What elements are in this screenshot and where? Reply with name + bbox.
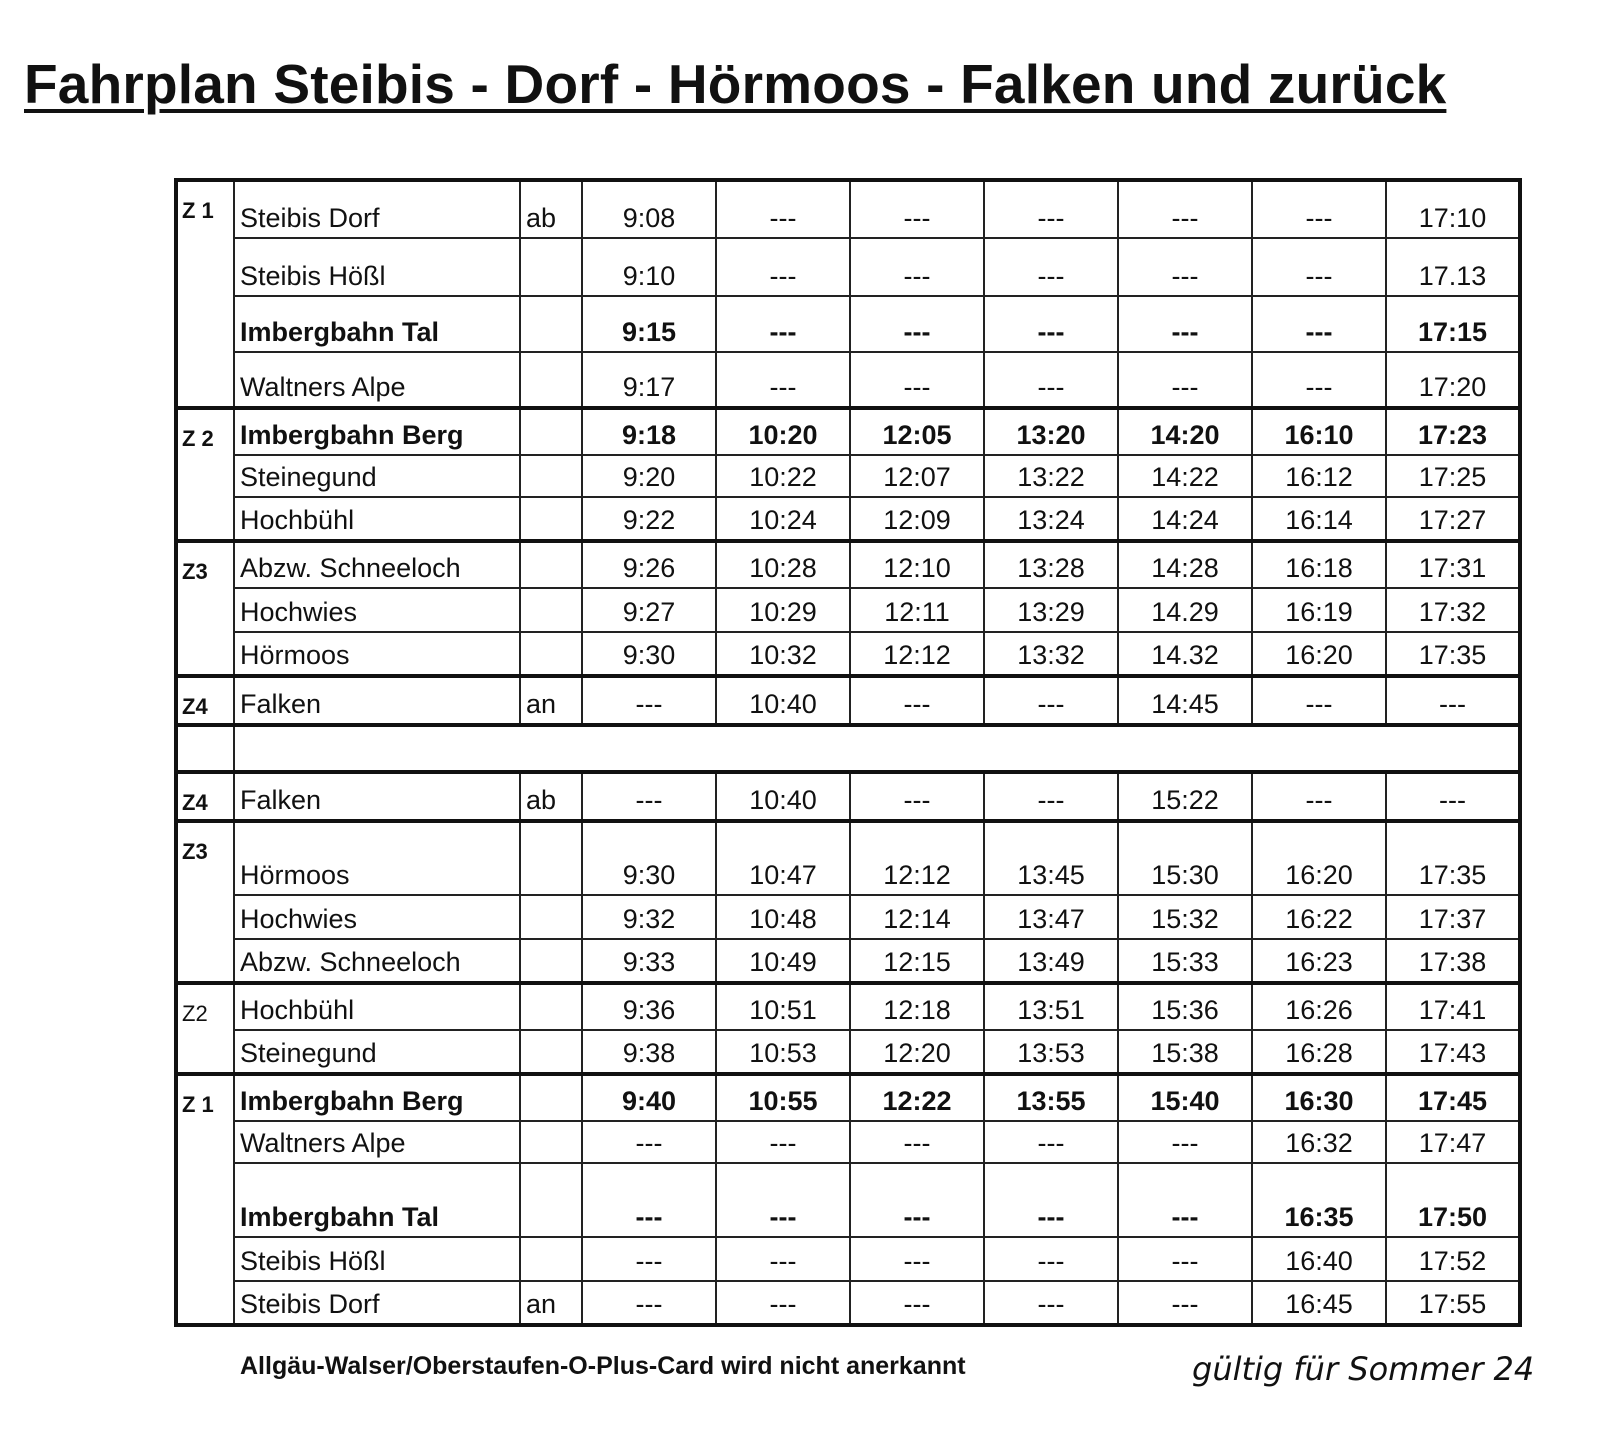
direction-marker bbox=[520, 1237, 582, 1281]
departure-time: 12:15 bbox=[850, 939, 984, 983]
departure-time: --- bbox=[716, 296, 850, 352]
departure-time: 17:41 bbox=[1386, 983, 1520, 1030]
departure-time: --- bbox=[984, 1281, 1118, 1325]
departure-time: 17:45 bbox=[1386, 1074, 1520, 1121]
departure-time: 10:40 bbox=[716, 676, 850, 725]
timetable bbox=[174, 178, 1522, 1327]
departure-time: 17.13 bbox=[1386, 238, 1520, 296]
zone-label: Z2 bbox=[176, 983, 234, 1030]
departure-time: 13:32 bbox=[984, 632, 1118, 676]
departure-time: 16:30 bbox=[1252, 1074, 1386, 1121]
departure-time: 13:47 bbox=[984, 895, 1118, 939]
departure-time: 10:22 bbox=[716, 455, 850, 497]
departure-time: 16:28 bbox=[1252, 1030, 1386, 1074]
departure-time: --- bbox=[1118, 1281, 1252, 1325]
departure-time: 15:30 bbox=[1118, 821, 1252, 895]
table-row bbox=[176, 238, 1520, 296]
departure-time: --- bbox=[850, 296, 984, 352]
departure-time: --- bbox=[1252, 352, 1386, 408]
departure-time: --- bbox=[716, 1237, 850, 1281]
departure-time: 12:12 bbox=[850, 632, 984, 676]
departure-time: 16:22 bbox=[1252, 895, 1386, 939]
departure-time: 10:29 bbox=[716, 588, 850, 632]
departure-time: 12:09 bbox=[850, 497, 984, 541]
direction-marker: an bbox=[520, 676, 582, 725]
departure-time: 10:53 bbox=[716, 1030, 850, 1074]
departure-time: --- bbox=[1118, 1163, 1252, 1237]
departure-time: 16:19 bbox=[1252, 588, 1386, 632]
departure-time: 9:22 bbox=[582, 497, 716, 541]
stop-name: Abzw. Schneeloch bbox=[234, 541, 520, 588]
table-row bbox=[176, 497, 1520, 541]
departure-time: --- bbox=[716, 180, 850, 238]
departure-time: --- bbox=[984, 676, 1118, 725]
direction-marker bbox=[520, 497, 582, 541]
zone-label bbox=[176, 939, 234, 983]
departure-time: 9:40 bbox=[582, 1074, 716, 1121]
departure-time: 13:24 bbox=[984, 497, 1118, 541]
table-row bbox=[176, 939, 1520, 983]
stop-name: Waltners Alpe bbox=[234, 1121, 520, 1163]
departure-time: 16:35 bbox=[1252, 1163, 1386, 1237]
departure-time: --- bbox=[716, 1121, 850, 1163]
departure-time: 12:20 bbox=[850, 1030, 984, 1074]
departure-time: 14.32 bbox=[1118, 632, 1252, 676]
departure-time: 16:45 bbox=[1252, 1281, 1386, 1325]
departure-time: --- bbox=[1118, 1237, 1252, 1281]
departure-time: 15:40 bbox=[1118, 1074, 1252, 1121]
departure-time: 9:30 bbox=[582, 821, 716, 895]
departure-time: 12:18 bbox=[850, 983, 984, 1030]
departure-time: --- bbox=[1118, 296, 1252, 352]
departure-time: 17:20 bbox=[1386, 352, 1520, 408]
departure-time: 9:30 bbox=[582, 632, 716, 676]
spacer-row bbox=[176, 725, 1520, 772]
departure-time: 16:20 bbox=[1252, 632, 1386, 676]
stop-name: Steinegund bbox=[234, 455, 520, 497]
departure-time: --- bbox=[582, 676, 716, 725]
departure-time: 9:20 bbox=[582, 455, 716, 497]
departure-time: --- bbox=[1118, 180, 1252, 238]
departure-time: --- bbox=[582, 1163, 716, 1237]
departure-time: 16:12 bbox=[1252, 455, 1386, 497]
departure-time: --- bbox=[984, 238, 1118, 296]
table-row bbox=[176, 983, 1520, 1030]
departure-time: 10:32 bbox=[716, 632, 850, 676]
zone-label: Z4 bbox=[176, 772, 234, 821]
zone-label: Z 2 bbox=[176, 408, 234, 455]
departure-time: 10:24 bbox=[716, 497, 850, 541]
departure-time: 17:50 bbox=[1386, 1163, 1520, 1237]
stop-name: Steibis Hößl bbox=[234, 238, 520, 296]
zone-label bbox=[176, 1121, 234, 1163]
departure-time: 13:45 bbox=[984, 821, 1118, 895]
zone-label: Z3 bbox=[176, 821, 234, 895]
zone-label bbox=[176, 1163, 234, 1237]
table-row bbox=[176, 1281, 1520, 1325]
departure-time: 17:15 bbox=[1386, 296, 1520, 352]
departure-time: 13:29 bbox=[984, 588, 1118, 632]
zone-label: Z 1 bbox=[176, 180, 234, 238]
departure-time: 9:10 bbox=[582, 238, 716, 296]
departure-time: --- bbox=[582, 1237, 716, 1281]
departure-time: 17:23 bbox=[1386, 408, 1520, 455]
departure-time: --- bbox=[984, 772, 1118, 821]
departure-time: 9:26 bbox=[582, 541, 716, 588]
departure-time: --- bbox=[984, 1163, 1118, 1237]
departure-time: 16:10 bbox=[1252, 408, 1386, 455]
departure-time: 13:53 bbox=[984, 1030, 1118, 1074]
departure-time: 13:22 bbox=[984, 455, 1118, 497]
direction-marker bbox=[520, 238, 582, 296]
departure-time: 13:51 bbox=[984, 983, 1118, 1030]
departure-time: 14:22 bbox=[1118, 455, 1252, 497]
departure-time: 10:48 bbox=[716, 895, 850, 939]
direction-marker bbox=[520, 1121, 582, 1163]
departure-time: 17:27 bbox=[1386, 497, 1520, 541]
table-row bbox=[176, 1030, 1520, 1074]
departure-time: 15:22 bbox=[1118, 772, 1252, 821]
departure-time: --- bbox=[716, 352, 850, 408]
table-row bbox=[176, 895, 1520, 939]
stop-name: Imbergbahn Tal bbox=[234, 1163, 520, 1237]
zone-label bbox=[176, 895, 234, 939]
departure-time: --- bbox=[850, 772, 984, 821]
zone-label bbox=[176, 1281, 234, 1325]
departure-time: 16:20 bbox=[1252, 821, 1386, 895]
departure-time: 10:47 bbox=[716, 821, 850, 895]
departure-time: 16:23 bbox=[1252, 939, 1386, 983]
departure-time: 9:17 bbox=[582, 352, 716, 408]
zone-label bbox=[176, 455, 234, 497]
departure-time: 14:20 bbox=[1118, 408, 1252, 455]
departure-time: 16:14 bbox=[1252, 497, 1386, 541]
departure-time: --- bbox=[984, 352, 1118, 408]
direction-marker bbox=[520, 1030, 582, 1074]
zone-label: Z4 bbox=[176, 676, 234, 725]
table-row bbox=[176, 632, 1520, 676]
stop-name: Imbergbahn Berg bbox=[234, 408, 520, 455]
table-row bbox=[176, 352, 1520, 408]
zone-label bbox=[176, 1237, 234, 1281]
departure-time: --- bbox=[1252, 676, 1386, 725]
direction-marker: ab bbox=[520, 180, 582, 238]
departure-time: 17:32 bbox=[1386, 588, 1520, 632]
departure-time: 12:12 bbox=[850, 821, 984, 895]
departure-time: 17:35 bbox=[1386, 821, 1520, 895]
departure-time: --- bbox=[850, 238, 984, 296]
departure-time: 17:25 bbox=[1386, 455, 1520, 497]
stop-name: Waltners Alpe bbox=[234, 352, 520, 408]
direction-marker bbox=[520, 1163, 582, 1237]
stop-name: Steibis Dorf bbox=[234, 1281, 520, 1325]
departure-time: 16:32 bbox=[1252, 1121, 1386, 1163]
departure-time: 10:51 bbox=[716, 983, 850, 1030]
departure-time: 12:14 bbox=[850, 895, 984, 939]
direction-marker bbox=[520, 455, 582, 497]
direction-marker bbox=[520, 939, 582, 983]
departure-time: 9:18 bbox=[582, 408, 716, 455]
table-row bbox=[176, 676, 1520, 725]
departure-time: 15:38 bbox=[1118, 1030, 1252, 1074]
departure-time: --- bbox=[850, 1163, 984, 1237]
departure-time: --- bbox=[984, 296, 1118, 352]
direction-marker bbox=[520, 1074, 582, 1121]
departure-time: --- bbox=[1252, 180, 1386, 238]
table-row bbox=[176, 772, 1520, 821]
table-row bbox=[176, 1163, 1520, 1237]
table-row bbox=[176, 1121, 1520, 1163]
departure-time: 14:45 bbox=[1118, 676, 1252, 725]
departure-time: --- bbox=[582, 772, 716, 821]
departure-time: 10:55 bbox=[716, 1074, 850, 1121]
direction-marker: an bbox=[520, 1281, 582, 1325]
departure-time: --- bbox=[716, 1281, 850, 1325]
departure-time: --- bbox=[716, 238, 850, 296]
departure-time: --- bbox=[582, 1121, 716, 1163]
departure-time: --- bbox=[984, 1121, 1118, 1163]
departure-time: --- bbox=[984, 1237, 1118, 1281]
departure-time: 9:15 bbox=[582, 296, 716, 352]
departure-time: 13:49 bbox=[984, 939, 1118, 983]
stop-name: Falken bbox=[234, 772, 520, 821]
departure-time: 10:40 bbox=[716, 772, 850, 821]
departure-time: 10:20 bbox=[716, 408, 850, 455]
zone-label bbox=[176, 1030, 234, 1074]
departure-time: 13:28 bbox=[984, 541, 1118, 588]
departure-time: 15:33 bbox=[1118, 939, 1252, 983]
departure-time: --- bbox=[850, 352, 984, 408]
direction-marker bbox=[520, 632, 582, 676]
departure-time: 14.29 bbox=[1118, 588, 1252, 632]
departure-time: 17:52 bbox=[1386, 1237, 1520, 1281]
card-notice: Allgäu-Walser/Oberstaufen-O-Plus-Card wird nicht anerkannt bbox=[240, 1352, 966, 1380]
return-section bbox=[176, 772, 1520, 1325]
zone-label bbox=[176, 352, 234, 408]
departure-time: 14:28 bbox=[1118, 541, 1252, 588]
stop-name: Hörmoos bbox=[234, 821, 520, 895]
departure-time: --- bbox=[850, 676, 984, 725]
table-row bbox=[176, 588, 1520, 632]
departure-time: 9:08 bbox=[582, 180, 716, 238]
departure-time: 17:55 bbox=[1386, 1281, 1520, 1325]
table-row bbox=[176, 1237, 1520, 1281]
departure-time: 13:55 bbox=[984, 1074, 1118, 1121]
departure-time: --- bbox=[1252, 238, 1386, 296]
departure-time: --- bbox=[984, 180, 1118, 238]
table-row bbox=[176, 180, 1520, 238]
departure-time: --- bbox=[1386, 772, 1520, 821]
departure-time: 15:32 bbox=[1118, 895, 1252, 939]
departure-time: 12:05 bbox=[850, 408, 984, 455]
departure-time: 9:32 bbox=[582, 895, 716, 939]
direction-marker bbox=[520, 821, 582, 895]
direction-marker bbox=[520, 541, 582, 588]
direction-marker bbox=[520, 588, 582, 632]
departure-time: 10:49 bbox=[716, 939, 850, 983]
stop-name: Hochbühl bbox=[234, 497, 520, 541]
departure-time: 14:24 bbox=[1118, 497, 1252, 541]
departure-time: --- bbox=[850, 1121, 984, 1163]
direction-marker bbox=[520, 352, 582, 408]
departure-time: 9:33 bbox=[582, 939, 716, 983]
zone-label bbox=[176, 588, 234, 632]
table-row bbox=[176, 408, 1520, 455]
departure-time: 9:27 bbox=[582, 588, 716, 632]
zone-label bbox=[176, 497, 234, 541]
departure-time: --- bbox=[716, 1163, 850, 1237]
departure-time: 17:10 bbox=[1386, 180, 1520, 238]
table-row bbox=[176, 821, 1520, 895]
departure-time: 10:28 bbox=[716, 541, 850, 588]
stop-name: Hörmoos bbox=[234, 632, 520, 676]
departure-time: --- bbox=[1118, 238, 1252, 296]
departure-time: --- bbox=[1252, 772, 1386, 821]
departure-time: 12:07 bbox=[850, 455, 984, 497]
zone-label: Z 1 bbox=[176, 1074, 234, 1121]
stop-name: Steinegund bbox=[234, 1030, 520, 1074]
stop-name: Imbergbahn Berg bbox=[234, 1074, 520, 1121]
departure-time: 17:43 bbox=[1386, 1030, 1520, 1074]
departure-time: 9:38 bbox=[582, 1030, 716, 1074]
stop-name: Abzw. Schneeloch bbox=[234, 939, 520, 983]
departure-time: 16:18 bbox=[1252, 541, 1386, 588]
departure-time: --- bbox=[1118, 1121, 1252, 1163]
section-spacer bbox=[176, 725, 1520, 772]
stop-name: Falken bbox=[234, 676, 520, 725]
table-row bbox=[176, 455, 1520, 497]
departure-time: --- bbox=[1118, 352, 1252, 408]
validity-note: gültig für Sommer 24 bbox=[1192, 1350, 1535, 1388]
direction-marker: ab bbox=[520, 772, 582, 821]
page-title: Fahrplan Steibis - Dorf - Hörmoos - Falken und zurück bbox=[24, 53, 1447, 115]
stop-name: Hochwies bbox=[234, 588, 520, 632]
departure-time: --- bbox=[850, 1281, 984, 1325]
departure-time: --- bbox=[850, 1237, 984, 1281]
stop-name: Hochbühl bbox=[234, 983, 520, 1030]
departure-time: 17:47 bbox=[1386, 1121, 1520, 1163]
outbound-section bbox=[176, 180, 1520, 725]
zone-label bbox=[176, 296, 234, 352]
departure-time: 16:26 bbox=[1252, 983, 1386, 1030]
stop-name: Hochwies bbox=[234, 895, 520, 939]
departure-time: 9:36 bbox=[582, 983, 716, 1030]
departure-time: 12:22 bbox=[850, 1074, 984, 1121]
table-row bbox=[176, 541, 1520, 588]
departure-time: 13:20 bbox=[984, 408, 1118, 455]
zone-label bbox=[176, 238, 234, 296]
departure-time: --- bbox=[1252, 296, 1386, 352]
stop-name: Steibis Hößl bbox=[234, 1237, 520, 1281]
direction-marker bbox=[520, 408, 582, 455]
table-row bbox=[176, 296, 1520, 352]
departure-time: 16:40 bbox=[1252, 1237, 1386, 1281]
zone-label: Z3 bbox=[176, 541, 234, 588]
departure-time: --- bbox=[582, 1281, 716, 1325]
direction-marker bbox=[520, 983, 582, 1030]
departure-time: 17:31 bbox=[1386, 541, 1520, 588]
stop-name: Steibis Dorf bbox=[234, 180, 520, 238]
departure-time: 17:35 bbox=[1386, 632, 1520, 676]
zone-label bbox=[176, 632, 234, 676]
departure-time: 12:11 bbox=[850, 588, 984, 632]
stop-name: Imbergbahn Tal bbox=[234, 296, 520, 352]
departure-time: 17:37 bbox=[1386, 895, 1520, 939]
departure-time: 15:36 bbox=[1118, 983, 1252, 1030]
table-row bbox=[176, 1074, 1520, 1121]
direction-marker bbox=[520, 296, 582, 352]
departure-time: 17:38 bbox=[1386, 939, 1520, 983]
direction-marker bbox=[520, 895, 582, 939]
departure-time: --- bbox=[850, 180, 984, 238]
departure-time: 12:10 bbox=[850, 541, 984, 588]
departure-time: --- bbox=[1386, 676, 1520, 725]
